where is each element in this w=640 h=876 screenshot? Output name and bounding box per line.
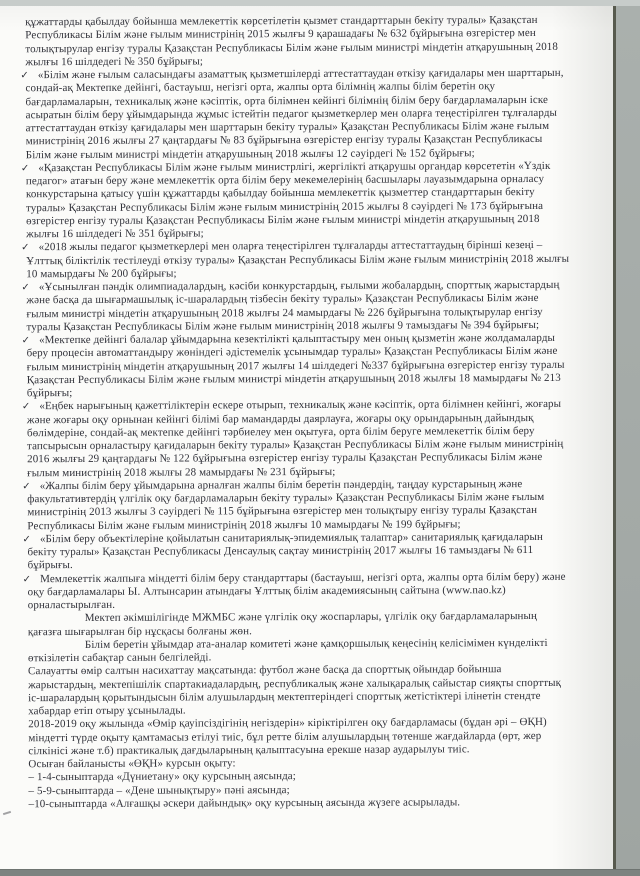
checkmark-icon: ✓	[21, 242, 30, 254]
checkmark-icon: ✓	[21, 282, 30, 294]
paragraph-text: «Мектепке дейінгі балалар ұйымдарына кезектілікті қалыптастыру мен оның қызметін және жолдамаларды беру процесін автоматтандыру жөніндегі әдістемелік ұсынымдар туралы» Қазақстан Республикасы Білім және ғылым министрінің міндетін атқарушының 2017 жылғы 14 шілдедегі №337 бұйрығына өзгерістер енгізу туралы Қазақстан Республикасы Білім және ғылым министрі міндетін атқарушының 2018 жылғы 18 мамырдағы № 213 бұйрығы;	[26, 331, 565, 400]
checkmark-icon: ✓	[21, 401, 31, 413]
paragraph-order-231	[21, 398, 570, 480]
paragraph-text: «Ұсынылған пәндік олимпиадалардың, кәсіби конкурстардың, ғылыми жобалардың, спорттық жарыстардың және басқа да шығармашылық іс-шаралардың тізбесін бекіту туралы» Қазақстан Республикасы Білім және ғылым министрі міндетін атқарушының 2018 жылғы 24 мамырдағы № 226 бұйрығына толықтырулар енгізу туралы Қазақстан Республикасы Білім және ғылым министрінің 2018 жылғы 9 тамыздағы № 394 бұйрығы;	[26, 278, 560, 333]
paragraph-text: «Қазақстан Республикасы Білім және ғылым министрлігі, жергілікті атқарушы органдар көрсететін «Үздік педагог» атағын беру және мемлекеттік орта білім беру мекемелерінің басшылары лауазымдарына орналасу конкурстарына қатысу үшін құжаттарды қабылдау бойынша мемлекеттік қызметтер стандарттарын бекіту туралы» Қазақстан Республикасы Білім және ғылым министрінің 2015 жылғы 8 сәуірдегі № 173 бұйрығына өзгерістер енгізу туралы Қазақстан Республикасы Білім және ғылым министрі міндетін атқарушының 2018 жылғы 16 шілдедегі № 351 бұйрығы;	[25, 159, 551, 241]
paragraph-okn-intro: Осыған байланысты «ӨҚН» курсын оқыту:	[28, 757, 236, 771]
paragraph-order-350: құжаттарды қабылдау бойынша мемлекеттік көрсетілетін қызмет стандарттарын бекіту туралы» Қазақстан Республикасы Білім және ғылым министрінің 2015 жылғы 9 қарашадағы № 632 бұйрығына өзгерістер мен толықтырулар енгізу туралы Қазақстан Республикасы Білім және ғылым министрі міндетін атқарушының 2018 жылғы 16 шілдедегі № 350 бұйрығы;	[25, 13, 559, 68]
paragraph-school-admin: Мектеп әкімшілігінде МЖМБС және үлгілік оқу жоспарлары, үлгілік оқу бағдарламаларының қағазға шығарылған бір нұсқасы болғаны жөн.	[27, 610, 538, 638]
list-item-grades-1-4: – 1-4-сыныптарда «Дүниетану» оқу курсының аясында;	[28, 770, 296, 784]
document-page	[0, 6, 616, 869]
scan-background-right	[616, 6, 640, 869]
paragraph-order-200	[21, 239, 570, 281]
checkmark-icon: ✓	[22, 533, 31, 545]
paragraph-order-611	[22, 530, 570, 573]
paragraph-order-199	[22, 477, 570, 533]
checkmark-icon: ✓	[21, 335, 31, 347]
paragraph-text: «Білім беру объектілеріне қойылатын санитариялық-эпидемиялық талаптар» санитариялық қағидаларын бекіту туралы» Қазақстан Республикасы Денсаулық сақтау министрінің 2017 жылғы 16 тамыздағы № 611 бұйрығы.	[27, 530, 544, 572]
paragraph-healthy-lifestyle: Салауатты өмір салтын насихаттау мақсатында: футбол және басқа да спорттық ойындар бойынша жарыстардың, мектепішілік спартакиадалардың, республикалық және халықаралық сайыстар сияқты спорттық іс-шаралардың қорытындысын білім алушылардың мектептеріндегі спорттық жетістіктері ілінетін стендте хабардар етіп отыру ұсынылады.	[27, 663, 562, 718]
checkmark-icon: ✓	[22, 480, 31, 492]
paragraph-text: «Еңбек нарығының қажеттіліктерін ескере отырып, техникалық және кәсіптік, орта білімнен кейінгі, жоғары және жоғары оқу орнынан кейінгі білімі бар мамандарды даярлауға, жоғары оқу орындарының дайындық бөлімдеріне, сондай-ақ мектепке дейінгі тәрбиелеу мен оқытуға, орта білім беруге мемлекеттік білім беру тапсырысын орналастыру қағидаларын бекіту туралы» Қазақстан Республикасы Білім және ғылым министрінің 2016 жылғы 29 қаңтардағы № 122 бұйрығына өзгерістер енгізу туралы Қазақстан Республикасы Білім және ғылым министрінің 2018 жылғы 28 мамырдағы № 231 бұйрығы;	[26, 398, 564, 479]
scan-edge-bottom	[0, 869, 640, 876]
paragraph-parent-committee: Білім беретін ұйымдар ата-аналар комитеті және қамқоршылық кеңесінің келісімімен күнделікті өткізілетін сабақтар санын белгілейді.	[27, 636, 548, 665]
paragraph-order-152	[20, 66, 568, 162]
checkmark-icon: ✓	[20, 162, 30, 174]
list-item-grade-10: –10-сыныптарда «Алғашқы әскери дайындық» оқу курсының аясында жүзеге асырылады.	[28, 796, 461, 810]
paragraph-order-351	[20, 159, 569, 242]
list-item-grades-5-9: – 5-9-сыныптарда – «Дене шынықтыру» пәні аясында;	[28, 783, 290, 797]
paragraph-text: «Жалпы білім беру ұйымдарына арналған жалпы білім беретін пәндердің, таңдау курстарының және факультативтердің үлгілік оқу бағдарламаларын бекіту туралы» Қазақстан Республикасы Білім және ғылым министрінің 2013 жылғы 3 сәуірдегі № 115 бұйрығына өзгерістер мен толықтыру енгізу туралы Қазақстан Республикасы Білім және ғылым министрінің 2018 жылғы 10 мамырдағы № 199 бұйрығы;	[27, 477, 545, 532]
paragraph-life-safety: 2018-2019 оқу жылында «Өмір қауіпсіздігінің негіздерін» кіріктірілген оқу бағдарламасы (бұдан әрі – ӨҚН) міндетті түрде оқыту қамтамасыз етілуі тиіс, бұл ретте білім алушылардың төтенше жағдайларда (өрт, жер сілкінісі және т.б) практикалық дағдыларының қалыптасуына ерекше назар аударылуы тиіс.	[28, 716, 547, 757]
paragraph-text: «Білім және ғылым саласындағы азаматтық қызметшілерді аттестаттаудан өткізу қағидалары мен шарттарын, сондай-ақ Мектепке дейінгі, бастауыш, негізгі орта, жалпы орта білімнің жалпы білім беретін оқу бағдарламаларын, техникалық және кәсіптік, орта білімнен кейінгі білімнің білім беру бағдарламаларын іске асыратын білім беру ұйымдарында жұмыс істейтін педагог қызметкерлер мен оларға теңестірілген тұлғаларды аттестаттаудан өткізу қағидалары мен шарттарын бекіту туралы» Қазақстан Республикасы Білім және ғылым министрінің 2016 жылғы 27 қаңтардағы № 83 бұйрығына өзгерістер енгізу туралы Қазақстан Республикасы Білім және ғылым министрі міндетін атқарушының 2018 жылғы 12 сәуірдегі № 152 бұйрығы;	[25, 66, 564, 161]
document-body	[0, 5, 615, 871]
paragraph-order-213	[21, 331, 570, 401]
paragraph-text: Мемлекеттік жалпыға міндетті білім беру стандарттары (бастауыш, негізгі орта, жалпы орта білім беру) және оқу бағдарламалары Ы. Алтынсарин атындағы Ұлттық білім академиясының сайтына (www.nao.kz) орналастырылған.	[27, 570, 566, 612]
checkmark-icon: ✓	[22, 573, 32, 585]
checkmark-icon: ✓	[20, 70, 29, 82]
paragraph-order-394	[21, 278, 569, 334]
paragraph-standards-nao	[22, 570, 571, 612]
paragraph-text: «2018 жылы педагог қызметкерлері мен оларға теңестірілген тұлғаларды аттестаттаудың бірінші кезеңі – Ұлттық біліктілік тестілеуді өткізу туралы» Қазақстан Республикасы Білім және ғылым министрінің 2018 жылғы 10 мамырдағы № 200 бұйрығы;	[26, 239, 570, 280]
